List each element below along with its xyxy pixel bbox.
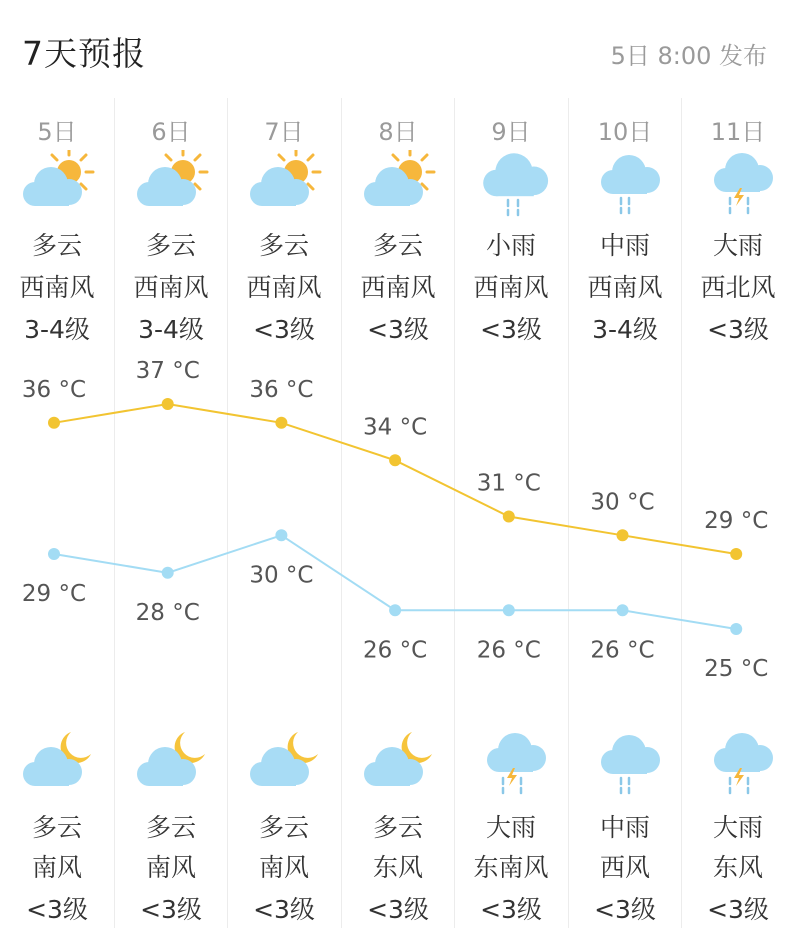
- low-temp-label: 26 °C: [476, 637, 541, 664]
- day-date: 5日: [37, 118, 77, 146]
- night-wind: 东风: [712, 853, 763, 882]
- night-weather: 多云: [258, 813, 309, 842]
- day-wind-level: <3级: [253, 315, 315, 344]
- low-temp-point: [48, 548, 60, 560]
- night-wind-level: <3级: [253, 895, 315, 924]
- night-weather: 多云: [372, 813, 423, 842]
- night-wind-level: <3级: [26, 895, 88, 924]
- high-temp-label: 30 °C: [590, 489, 655, 516]
- high-temp-point: [389, 454, 401, 466]
- night-wind: 南风: [31, 853, 82, 882]
- night-wind-level: <3级: [480, 895, 542, 924]
- high-temp-label: 37 °C: [135, 358, 200, 384]
- day-wind-level: <3级: [480, 315, 542, 344]
- night-wind-level: <3级: [707, 895, 769, 924]
- day-weather: 中雨: [599, 231, 650, 260]
- high-temp-point: [617, 529, 629, 541]
- high-temp-label: 34 °C: [363, 414, 428, 441]
- day-weather: 多云: [145, 231, 196, 260]
- high-temp-label: 36 °C: [249, 376, 314, 403]
- day-wind: 西南风: [19, 273, 95, 302]
- night-wind: 西风: [599, 853, 650, 882]
- low-temp-label: 30 °C: [249, 562, 314, 589]
- low-temp-point: [162, 567, 174, 579]
- night-weather: 中雨: [599, 813, 650, 842]
- day-wind: 西南风: [587, 273, 663, 302]
- day-date: 7日: [264, 118, 304, 146]
- day-weather: 大雨: [712, 231, 763, 260]
- high-temp-label: 31 °C: [476, 470, 541, 497]
- low-temp-point: [730, 623, 742, 635]
- night-wind-level: <3级: [594, 895, 656, 924]
- day-date: 6日: [151, 118, 191, 146]
- day-wind: 西南风: [246, 273, 322, 302]
- high-temp-point: [48, 417, 60, 429]
- day-wind-level: <3级: [367, 315, 429, 344]
- night-wind: 东风: [372, 853, 423, 882]
- day-weather: 小雨: [485, 231, 536, 260]
- low-temp-point: [503, 604, 515, 616]
- night-wind: 南风: [258, 853, 309, 882]
- high-temp-point: [730, 548, 742, 560]
- night-weather: 多云: [145, 813, 196, 842]
- day-wind-level: <3级: [707, 315, 769, 344]
- night-weather: 多云: [31, 813, 82, 842]
- day-weather: 多云: [31, 231, 82, 260]
- high-temp-label: 29 °C: [704, 508, 769, 534]
- high-temp-label: 36 °C: [21, 376, 87, 403]
- low-temp-point: [389, 604, 401, 616]
- day-date: 10日: [597, 118, 653, 146]
- day-date: 8日: [378, 118, 418, 146]
- low-temp-point: [275, 529, 287, 541]
- day-wind: 西南风: [473, 273, 549, 302]
- day-wind: 西南风: [360, 273, 436, 302]
- day-date: 9日: [491, 118, 531, 146]
- day-weather: 多云: [372, 231, 423, 260]
- day-wind-level: 3-4级: [138, 315, 204, 344]
- low-temp-label: 26 °C: [590, 637, 655, 664]
- night-weather: 大雨: [485, 813, 536, 842]
- night-wind: 东南风: [473, 853, 549, 882]
- day-weather: 多云: [258, 231, 309, 260]
- low-temp-label: 29 °C: [21, 581, 87, 607]
- publish-time: 5日 8:00 发布: [610, 42, 767, 70]
- day-wind-level: 3-4级: [592, 315, 658, 344]
- day-wind: 西北风: [700, 273, 776, 302]
- high-temp-point: [275, 417, 287, 429]
- day-wind-level: 3-4级: [24, 315, 90, 344]
- night-wind: 南风: [145, 853, 196, 882]
- high-temp-point: [162, 398, 174, 410]
- night-weather: 大雨: [712, 813, 763, 842]
- low-temp-point: [617, 604, 629, 616]
- low-temp-label: 28 °C: [135, 599, 200, 626]
- day-date: 11日: [710, 118, 766, 146]
- night-wind-level: <3级: [367, 895, 429, 924]
- high-temp-point: [503, 511, 515, 523]
- day-wind: 西南风: [133, 273, 209, 302]
- night-wind-level: <3级: [140, 895, 202, 924]
- low-temp-label: 25 °C: [704, 656, 769, 682]
- page-title: 7天预报: [22, 34, 146, 73]
- low-temp-label: 26 °C: [363, 637, 428, 664]
